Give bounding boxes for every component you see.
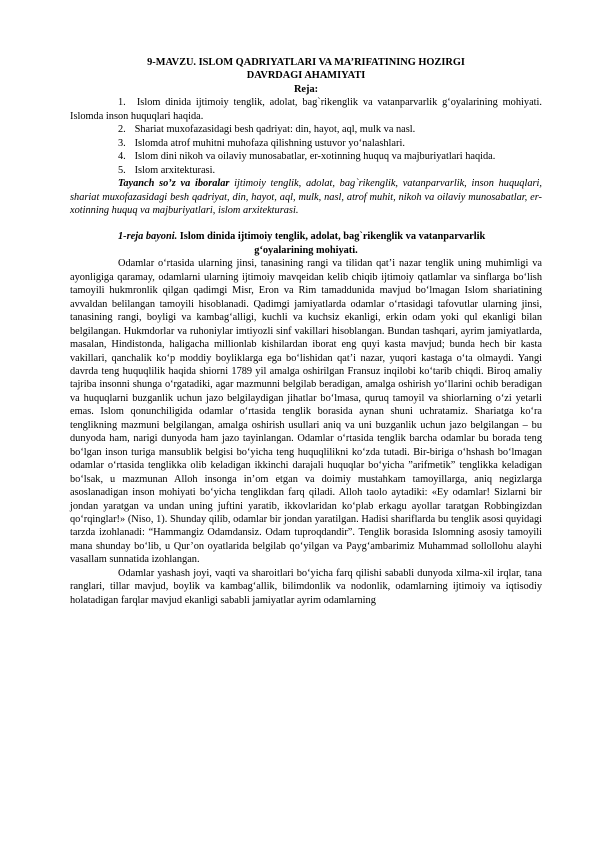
body-paragraph-1: Odamlar o‘rtasida ularning jinsi, tanasining rangi va tilidan qat’i nazar tenglik uning muhimligi va ayonligiga qaramay, odamlarni ularning ijtimoiy mavqeidan kelib chiqib ijtimoiy qatlamlar va sinflarga bo‘lish tamoyili hukmronlik qilgan qadimgi Misr, Eron va Rim tamaddunida mavjud bo‘lmagan Islom shariatining avvaldan belilangan tamoyili hisoblanadi. Qadimgi jamiyatlarda odamlar o‘rtasidagi tafovutlar ularning jinsi, tanasining rangi, boyligi va kambag‘alligi, kuchli va kuchsiz ekanligi, erkin odam yoki qul ekanligi bilan belgilangan. Hukmdorlar va ruhoniylar imtiyozli sinf vakillari hisoblangan. Bundan tashqari, ayrim jamiyatlarda, masalan, Hindistonda, haligacha millionlab kishilardan iborat eng quyi kasta mavjud; bunda hech bir kasta vakillari, qanchalik ko‘p moddiy boyliklarga ega bo‘lishidan qat’i nazar, yuqori kastaga o‘ta olmaydi. Yangi davrda teng huquqlilik haqida shiorni 1789 yil amalga oshirilgan Fransuz inqilobi ko‘tarib chiqdi. Biroq amaliy tajriba insonni shunga o‘rgatadiki, agar mazmunni belgilab beradigan, amalga oshirish yo‘llarini ochib beradigan va huquqlarni buzganlik uchun jazo belgilaydigan jihatlar bo‘lmasa, quruq tamoyil va shiorlarning o‘zi yetarli emas. Islom qonunchiligida odamlar o‘rtasida tenglik borasida aynan shuni uchratamiz. Shariatga ko‘ra tenglikning mazmuni belgilangan, amalga oshirish usullari aniq va uni buzganlik uchun jazo belgilangan – bu dunyoda ham, narigi dunyoda ham jazo tayinlangan. Odamlar o‘rtasida tenglik barcha odamlar bu borada teng bo‘lgan inson turiga mansublik belgisi bo‘yicha teng huquqlilikni ko‘zda tutadi. Bir-biriga o‘hshash bo‘lmagan odamlar o‘rtasida tenglikka olib keladigan ikkinchi darajali huquqlar bo‘yicha ”arifmetik” tenglikka keladigan bo‘lsak, u mazmunan Alloh insonga in’om etgan va doimiy mustahkam tamoyillarga, aniq negizlarga asoslanadigan inson mohiyati bo‘yicha tenglikdan farq qiladi. Alloh taolo aytadiki: «Ey odamlar! Sizlarni bir jondan yaratgan va undan uning juftini yaratib, ikkovlaridan ko‘plab erkagu ayollar taratgan Robbingizdan qo‘rqinglar!» (Niso, 1). Shunday qilib, odamlar bir jondan yaratilgan. Hadisi shariflarda bu tenglik asosi quyidagi tarzda izohlanadi: “Hammangiz Odamdansiz. Odam tuproqdandir”. Tenglik borasida Islomning asosiy tamoyili mana shunday bo‘lib, u Qur’on oyatlarida belgilab qo‘yilgan va Payg‘ambarimiz Muhammad sollollohu alayhi vasallam sunnatida izohlangan. bbox=[70, 258, 542, 566]
section-title-part-2: g‘oyalarining mohiyati. bbox=[254, 244, 358, 256]
plan-item-number: 5. bbox=[118, 164, 126, 176]
keywords-lead: Tayanch so’z va iboralar bbox=[118, 178, 230, 190]
section-spacer bbox=[70, 217, 542, 230]
plan-item-4 bbox=[70, 150, 542, 163]
section-lead: 1-reja bayoni. bbox=[118, 231, 178, 243]
keywords-paragraph bbox=[70, 177, 542, 217]
body-paragraph-2: Odamlar yashash joyi, vaqti va sharoitlari bo‘yicha farq qilishi sababli dunyoda xilma-xil irqlar, tana ranglari, tillar mavjud, boylik va kambag‘allik, bilimdonlik va nodonlik, odamlarning ijtimoiy va iqtisodiy holatadigan farqlar mavjud ekanligi sababli jamiyatlar ayrim odamlarning bbox=[70, 567, 542, 606]
plan-item-text: Shariat muxofazasidagi besh qadriyat: din, hayot, aql, mulk va nasl. bbox=[134, 124, 416, 136]
plan-item-5 bbox=[70, 164, 542, 177]
section-title-part-1: Islom dinida ijtimoiy tenglik, adolat, bag`rikenglik va vatanparvarlik bbox=[177, 231, 486, 243]
plan-item-2 bbox=[70, 123, 542, 136]
plan-item-text: Islomda atrof muhitni muhofaza qilishning ustuvor yo‘nalashlari. bbox=[134, 137, 405, 149]
plan-heading: Reja: bbox=[293, 83, 319, 95]
plan-item-number: 4. bbox=[118, 151, 126, 163]
plan-item-text: Islom dinida ijtimoiy tenglik, adolat, bag`rikenglik va vatanparvarlik g‘oyalarining mohiyati. Islomda inson huquqlari haqida. bbox=[70, 97, 542, 122]
plan-item-text: Islom arxitekturasi. bbox=[134, 164, 216, 176]
plan-list bbox=[70, 96, 542, 177]
plan-item-text: Islom dini nikoh va oilaviy munosabatlar, er-xotinning huquq va majburiyatlari haqida. bbox=[134, 151, 496, 163]
keywords-text: ijtimoiy tenglik, adolat, bag`rikenglik, vatanparvarlik, inson huquqlari, shariat muxofazasidagi besh qadriyat, din, hayot, aql, mulk, nasl, atrof muhit, nikoh va oilaviy munosabatlar, er-xotinning huquq va majburiyatlari, islom arxitekturasi. bbox=[70, 178, 543, 216]
document-title-line-1: 9-MAVZU. ISLOM QADRIYATLARI VA MA’RIFATINING HOZIRGI bbox=[147, 57, 465, 68]
plan-item-number: 1. bbox=[118, 97, 126, 109]
plan-item-3 bbox=[70, 137, 542, 150]
plan-item-number: 2. bbox=[118, 124, 126, 136]
plan-item-number: 3. bbox=[118, 137, 126, 149]
section-heading bbox=[70, 230, 542, 243]
document-title-line-2: DAVRDAGI AHAMIYATI bbox=[246, 70, 366, 82]
plan-item-1 bbox=[70, 96, 542, 123]
